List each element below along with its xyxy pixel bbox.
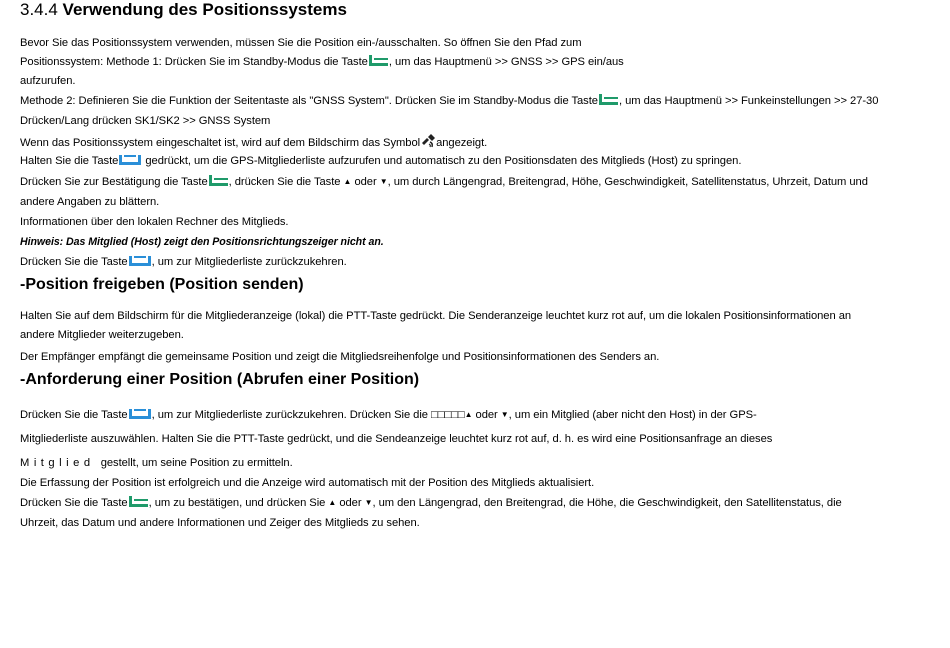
note-line <box>20 235 384 249</box>
spaced-text: Mitglied <box>20 457 95 469</box>
down-arrow-icon: ▼ <box>379 177 388 186</box>
text: , um zur Mitgliederliste zurückzukehren. Drücken Sie die <box>151 409 428 421</box>
paragraph-line <box>20 496 842 510</box>
paragraph-line <box>20 255 347 269</box>
text: , um zu bestätigen, und drücken Sie <box>148 497 326 509</box>
paragraph-line <box>20 94 878 108</box>
text: Die Erfassung der Position ist erfolgreich und die Anzeige wird automatisch mit der Position des Mitglieds aktualisiert. <box>20 477 595 489</box>
back-key-icon <box>129 409 151 419</box>
text: Halten Sie die Taste <box>20 155 119 167</box>
text: Uhrzeit, das Datum und andere Informationen und Zeiger des Mitglieds zu sehen. <box>20 517 420 529</box>
back-key-icon <box>129 256 151 266</box>
text: Drücken Sie die Taste <box>20 497 128 509</box>
paragraph-line <box>20 350 659 364</box>
paragraph-line <box>20 195 159 209</box>
menu-key-icon <box>129 496 148 507</box>
text: andere Angaben zu blättern. <box>20 196 160 208</box>
paragraph-line <box>20 215 289 229</box>
down-arrow-icon: ▼ <box>500 410 509 419</box>
text: aufzurufen. <box>20 75 76 87</box>
up-arrow-icon: ▲ <box>343 177 352 186</box>
text: Positionssystem: Methode 1: Drücken Sie im Standby-Modus die Taste <box>20 56 368 68</box>
text: Halten Sie auf dem Bildschirm für die Mitgliederanzeige (lokal) die PTT-Taste gedrückt. Die Senderanzeige leuchtet kurz rot auf, um die lokalen Positionsinformationen an <box>20 310 852 322</box>
text: Mitgliederliste auszuwählen. Halten Sie die PTT-Taste gedrückt, und die Sendeanzeige leuchtet kurz rot auf, d. h. es wird eine Positionsanfrage an dieses <box>20 433 773 445</box>
paragraph-line <box>20 408 757 422</box>
down-arrow-icon: ▼ <box>364 498 373 507</box>
back-key-icon <box>119 155 141 165</box>
text: oder <box>339 497 362 509</box>
menu-key-icon <box>209 175 228 186</box>
placeholder-glyphs: □□□□□ <box>431 409 465 421</box>
text: , um das Hauptmenü >> Funkeinstellungen >> 27-30 <box>618 95 879 107</box>
text: gestellt, um seine Position zu ermitteln. <box>100 457 293 469</box>
text: andere Mitglieder weiterzugeben. <box>20 329 184 341</box>
text: Drücken Sie zur Bestätigung die Taste <box>20 176 208 188</box>
text: oder <box>475 409 498 421</box>
text: , drücken Sie die Taste <box>228 176 341 188</box>
text: angezeigt. <box>436 137 488 149</box>
text: gedrückt, um die GPS-Mitgliederliste aufzurufen und automatisch zu den Positionsdaten des Mitglieds (Host) zu springen. <box>145 155 742 167</box>
text: Wenn das Positionssystem eingeschaltet ist, wird auf dem Bildschirm das Symbol <box>20 137 421 149</box>
note-text: Hinweis: Das Mitglied (Host) zeigt den Positionsrichtungszeiger nicht an. <box>20 236 384 248</box>
heading-request-position: -Anforderung einer Position (Abrufen einer Position) <box>20 371 420 388</box>
paragraph-line <box>20 55 624 69</box>
section-title <box>20 0 347 20</box>
text: , um das Hauptmenü >> GNSS >> GPS ein/aus <box>388 56 624 68</box>
text: oder <box>354 176 377 188</box>
paragraph-line <box>20 114 270 128</box>
paragraph-line <box>20 154 741 168</box>
heading-share-position: -Position freigeben (Position senden) <box>20 276 304 293</box>
paragraph-line <box>20 175 868 189</box>
text: Drücken Sie die Taste <box>20 256 128 268</box>
paragraph-line <box>20 516 420 530</box>
paragraph-line <box>20 309 851 323</box>
paragraph-line <box>20 456 293 470</box>
menu-key-icon <box>369 55 388 66</box>
text: Bevor Sie das Positionssystem verwenden, müssen Sie die Position ein-/ausschalten. So öffnen Sie den Pfad zum <box>20 37 582 49</box>
paragraph-line <box>20 328 184 342</box>
text: , um zur Mitgliederliste zurückzukehren. <box>151 256 347 268</box>
text: , um den Längengrad, den Breitengrad, die Höhe, die Geschwindigkeit, den Satellitenstatus, die <box>372 497 842 509</box>
section-number: 3.4.4 <box>20 0 58 19</box>
text: , um durch Längengrad, Breitengrad, Höhe, Geschwindigkeit, Satellitenstatus, Uhrzeit, Datum und <box>387 176 868 188</box>
paragraph-line <box>20 134 487 150</box>
menu-key-icon <box>599 94 618 105</box>
paragraph-line <box>20 432 772 446</box>
section-title-text: Verwendung des Positionssystems <box>62 0 347 19</box>
satellite-icon <box>420 134 436 148</box>
text: , um ein Mitglied (aber nicht den Host) in der GPS- <box>508 409 757 421</box>
up-arrow-icon: ▲ <box>328 498 337 507</box>
up-arrow-icon: ▲ <box>464 410 473 419</box>
text: Drücken Sie die Taste <box>20 409 128 421</box>
text: Methode 2: Definieren Sie die Funktion der Seitentaste als "GNSS System". Drücken Sie im Standby-Modus die Taste <box>20 95 598 107</box>
paragraph-line <box>20 36 582 50</box>
text: Informationen über den lokalen Rechner des Mitglieds. <box>20 216 289 228</box>
text: Drücken/Lang drücken SK1/SK2 >> GNSS System <box>20 115 271 127</box>
text: Der Empfänger empfängt die gemeinsame Position und zeigt die Mitgliedsreihenfolge und Positionsinformationen des Senders an. <box>20 351 660 363</box>
paragraph-line <box>20 476 594 490</box>
paragraph-line <box>20 74 75 88</box>
